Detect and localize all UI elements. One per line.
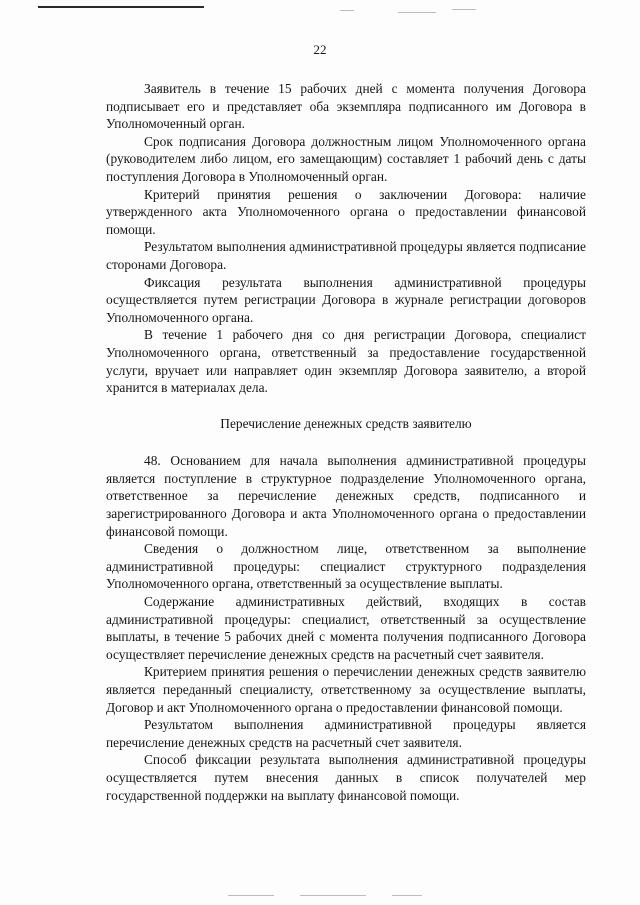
section-heading: Перечисление денежных средств заявителю [220,415,472,431]
top-rule [38,6,204,8]
scan-noise [398,12,436,13]
paragraph: Критерием принятия решения о перечислении денежных средств заявителю является переданный специалисту, ответственному за осуществление выплаты, Договор и акт Уполномоченного органа о предоставлении финансовой помощи. [106,664,586,715]
scan-noise [340,10,354,11]
paragraph: Срок подписания Договора должностным лицом Уполномоченного органа (руководителем либо лицом, его замещающим) составляет 1 рабочий день с даты поступления Договора в Уполномоченный орган. [106,133,586,184]
paragraph: 48. Основанием для начала выполнения административной процедуры является поступление в структурное подразделение Уполномоченного органа, ответственное за перечисление денежных средств, подписанного и зарегистрированного Договора и акта Уполномоченного органа о предоставлении финансовой помощи. [106,453,586,539]
scan-noise [392,895,422,896]
paragraph: Критерий принятия решения о заключении Договора: наличие утвержденного акта Уполномоченного органа о предоставлении финансовой помощи. [106,186,586,237]
paragraph: Содержание административных действий, входящих в состав административной процедуры: специалист, ответственный за осуществление выплаты, в течение 5 рабочих дней с момента получения подписанного Договора осуществляет перечисление денежных средств на расчетный счет заявителя. [106,594,586,662]
paragraph: Результатом выполнения административной процедуры является подписание сторонами Договора. [106,239,586,272]
paragraph: Результатом выполнения административной процедуры является перечисление денежных средств на расчетный счет заявителя. [106,717,586,750]
document-body [106,80,586,804]
paragraph: В течение 1 рабочего дня со дня регистрации Договора, специалист Уполномоченного органа, ответственный за предоставление государственной услуги, вручает или направляет один экземпляр Договора заявителю, а второй хранится в материалах дела. [106,327,586,396]
page-number: 22 [313,42,327,57]
scan-noise [300,895,366,896]
scan-noise [228,895,274,896]
paragraph: Способ фиксации результата выполнения административной процедуры осуществляется путем внесения данных в список получателей мер государственной поддержки на выплату финансовой помощи. [106,752,586,803]
paragraph: Фиксация результата выполнения административной процедуры осуществляется путем регистрации Договора в журнале регистрации договоров Уполномоченного органа. [106,274,586,325]
paragraph: Сведения о должностном лице, ответственном за выполнение административной процедуры: специалист структурного подразделения Уполномоченного органа, ответственный за осуществление выплаты. [106,541,586,592]
scan-noise [452,9,476,10]
paragraph: Заявитель в течение 15 рабочих дней с момента получения Договора подписывает его и представляет оба экземпляра подписанного им Договора в Уполномоченный орган. [106,81,586,132]
